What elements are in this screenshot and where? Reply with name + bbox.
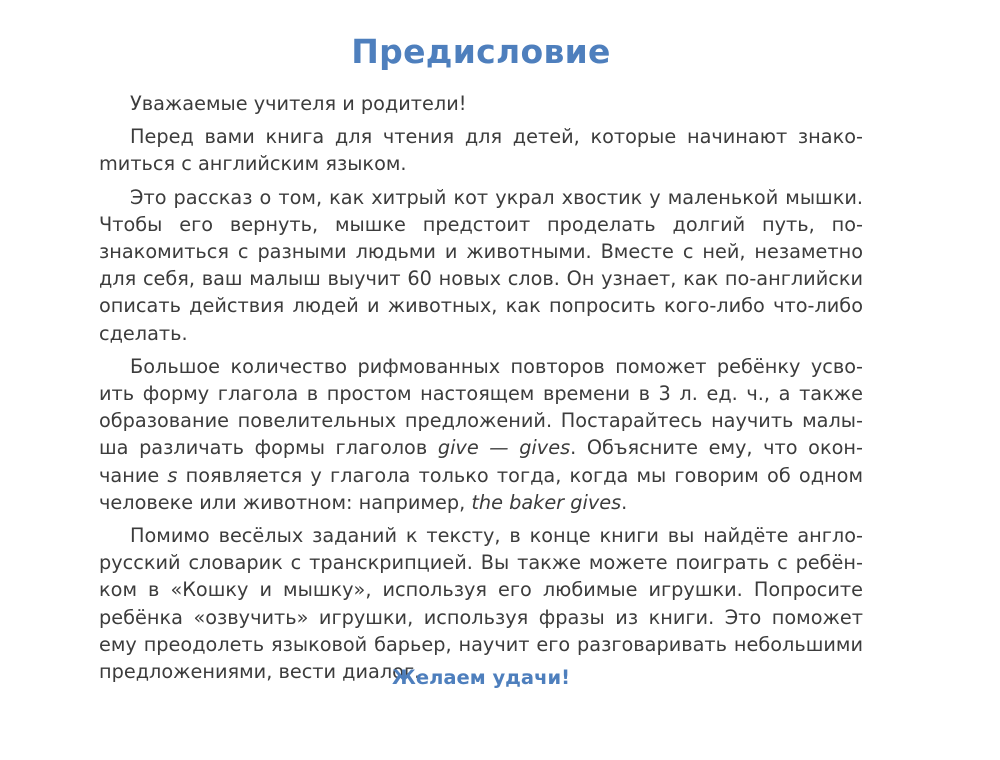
italic-example: s [167, 463, 178, 487]
italic-example: the baker gives [471, 490, 622, 514]
page-title: Предисловие [351, 32, 611, 71]
paragraph-text: . [621, 490, 628, 514]
preface-body [99, 90, 863, 691]
italic-example: give — gives [437, 436, 571, 460]
paragraph-text: Перед вами книга для чтения для детей, которые начинают знакоmиться с английским языком. [99, 125, 863, 176]
preface-paragraph [99, 522, 863, 685]
preface-paragraph [99, 123, 863, 177]
paragraph-text: Уважаемые учителя и родители! [130, 92, 467, 115]
preface-paragraph [99, 353, 863, 516]
paragraph-text: Это рассказ о том, как хитрый кот украл хвостик у маленькой мышки. Чтобы его вернуть, мышке предстоит проделать долгий путь, познакомиться с разными людьми и животными. Вместе с ней, незаметно для себя, ваш малыш выучит 60 новых слов. Он узнает, как по-английски описать действия людей и животных, как попросить кого-либо что-либо сделать. [99, 185, 863, 345]
closing-line: Желаем удачи! [391, 666, 571, 689]
preface-paragraph [99, 90, 863, 117]
paragraph-text: Большое количество рифмованных повторов поможет ребёнку усвоить форму глагола в простом настоящем времени в 3 л. ед. ч., а также образование повелительных предложений. Постарайтесь научить малыша различать формы глаголов [99, 354, 863, 460]
paragraph-text: Помимо весёлых заданий к тексту, в конце книги вы найдёте англо-русский словарик с транскрипцией. Вы также можете поиграть с ребёнком в «Кошку и мышку», используя его любимые игрушки. Попросите ребёнка «озвучить» игрушки, используя фразы из книги. Это поможет ему преодолеть языковой барьер, научит его разговаривать небольшими предложениями, вести диалог. [99, 524, 863, 684]
paragraph-text: . Объясните ему, что окончание [99, 436, 863, 487]
paragraph-text: появляется у глагола только тогда, когда мы говорим об одном человеке или животном: например, [99, 463, 863, 514]
preface-paragraph [99, 184, 863, 347]
